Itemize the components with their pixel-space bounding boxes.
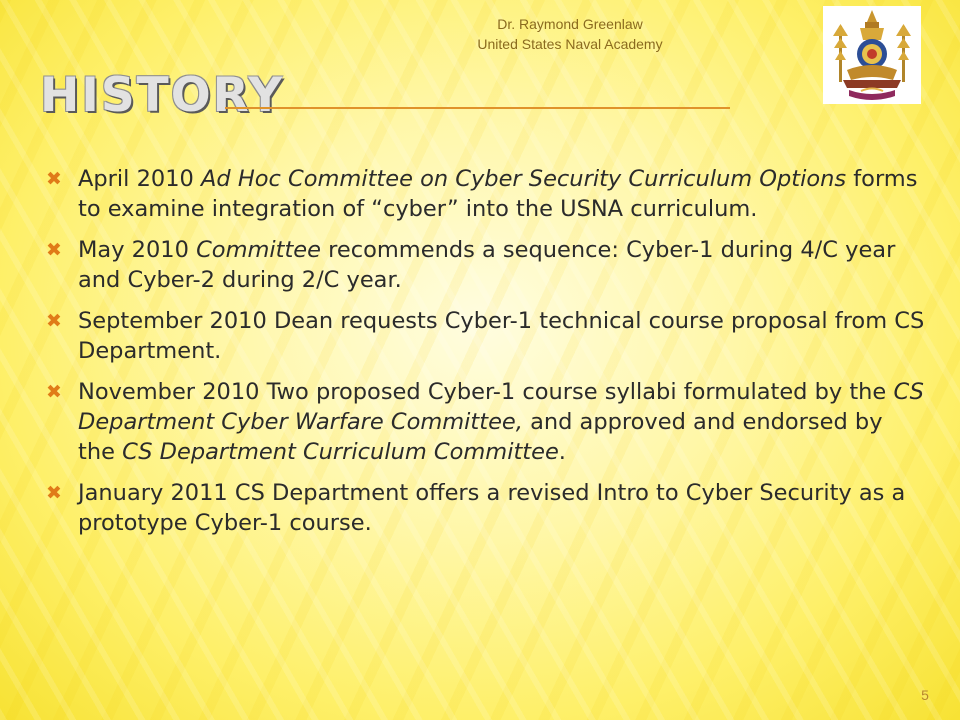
x-bullet-icon: ✖ bbox=[46, 239, 62, 261]
bullet-date: May 2010 bbox=[78, 237, 189, 263]
bullet-date: January 2011 bbox=[78, 480, 228, 506]
x-bullet-icon: ✖ bbox=[46, 168, 62, 190]
author-name: Dr. Raymond Greenlaw bbox=[497, 16, 643, 32]
bullet-item bbox=[46, 377, 926, 467]
x-bullet-icon: ✖ bbox=[46, 310, 62, 332]
bullet-text: CS Department offers a revised Intro to Cyber Security as a prototype Cyber-1 course. bbox=[78, 480, 906, 536]
bullet-emphasis: Ad Hoc Committee on Cyber Security Curriculum Options bbox=[201, 166, 847, 192]
x-bullet-icon: ✖ bbox=[46, 482, 62, 504]
title-underline bbox=[225, 107, 730, 109]
bullet-date: November 2010 bbox=[78, 379, 260, 405]
bullet-date: April 2010 bbox=[78, 166, 194, 192]
slide-title: HISTORY bbox=[40, 68, 285, 123]
x-bullet-icon: ✖ bbox=[46, 381, 62, 403]
bullet-text: Two proposed Cyber-1 course syllabi formulated by the bbox=[266, 379, 887, 405]
bullet-item bbox=[46, 306, 926, 366]
bullet-item bbox=[46, 478, 926, 538]
bullet-text-continued: and approved and endorsed by the bbox=[78, 409, 883, 465]
header-credit bbox=[470, 14, 670, 54]
bullet-item bbox=[46, 164, 926, 224]
bullet-date: September 2010 bbox=[78, 308, 267, 334]
bullet-text: Dean requests Cyber-1 technical course proposal from CS Department. bbox=[78, 308, 925, 364]
institution-name: United States Naval Academy bbox=[477, 36, 663, 52]
bullet-list bbox=[46, 164, 926, 549]
bullet-item bbox=[46, 235, 926, 295]
bullet-emphasis-2: CS Department Curriculum Committee bbox=[122, 439, 559, 465]
royal-crest-seal-icon bbox=[823, 6, 921, 104]
bullet-emphasis: CS Department Cyber Warfare Committee, bbox=[78, 379, 924, 435]
bullet-text: forms to examine integration of “cyber” into the USNA curriculum. bbox=[78, 166, 918, 222]
bullet-period: . bbox=[558, 439, 566, 465]
page-number: 5 bbox=[921, 687, 929, 703]
bullet-text: recommends a sequence: Cyber-1 during 4/C year and Cyber-2 during 2/C year. bbox=[78, 237, 896, 293]
bullet-emphasis: Committee bbox=[196, 237, 321, 263]
